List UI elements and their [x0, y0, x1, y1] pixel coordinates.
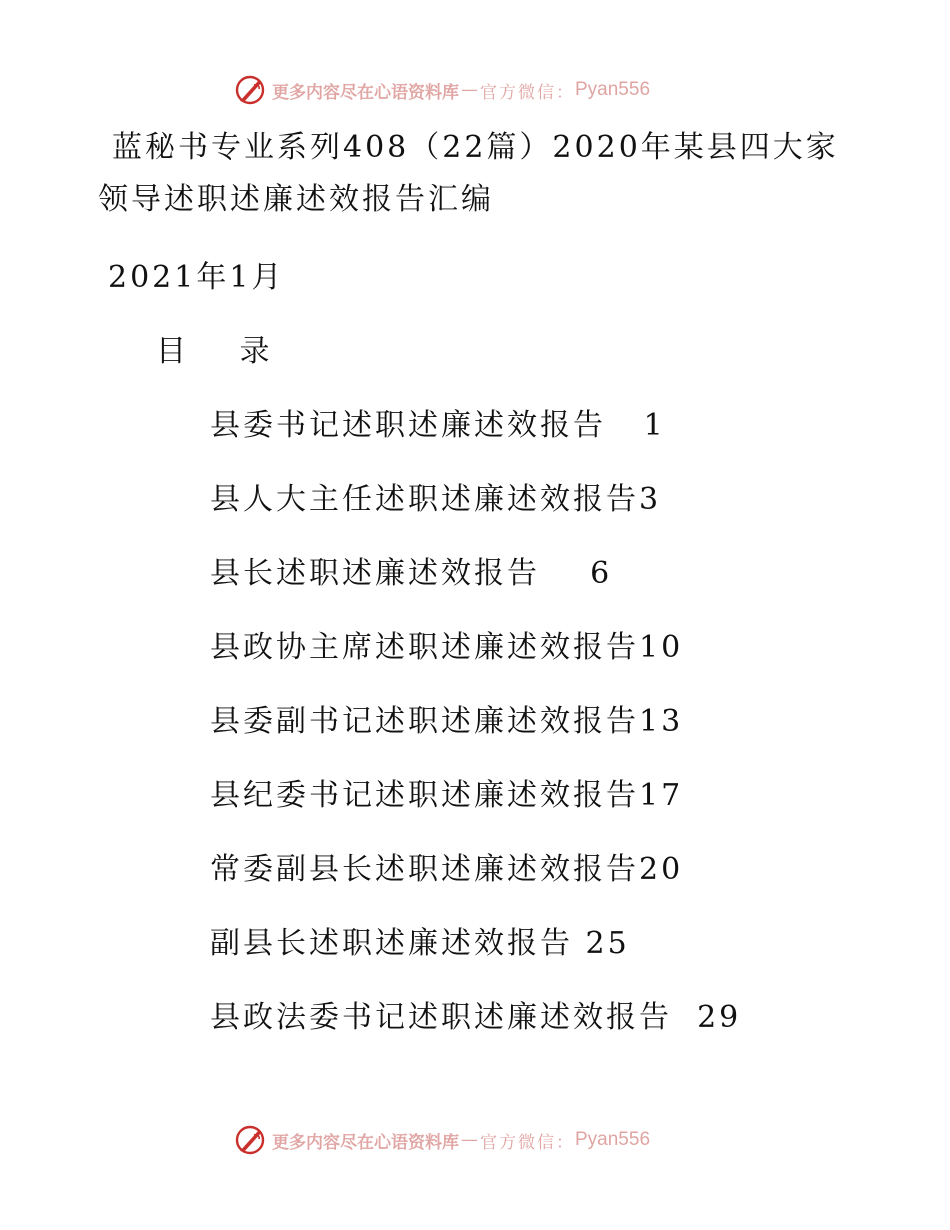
toc-item[interactable]	[210, 404, 741, 478]
watermark-sub-text: 官方微信：	[480, 82, 575, 103]
toc-item[interactable]	[210, 922, 741, 996]
toc-item-sep	[540, 556, 590, 591]
toc-item-page: 1	[643, 408, 666, 443]
toc-item-page: 25	[585, 926, 630, 961]
toc-item[interactable]	[210, 996, 741, 1070]
toc-item-sep	[606, 408, 644, 443]
toc-item-page: 17	[639, 778, 684, 813]
watermark-sub-text: 官方微信：	[480, 1132, 575, 1153]
toc-item-sep	[672, 1000, 697, 1035]
watermark-main-text: 更多内容尽在心语资料库	[272, 1132, 459, 1153]
toc-item-page: 3	[639, 482, 662, 517]
toc-item-page: 29	[697, 1000, 742, 1035]
toc-item-sep	[573, 926, 586, 961]
toc-item-title: 县政协主席述职述廉述效报告	[210, 630, 639, 665]
table-of-contents	[210, 404, 741, 1070]
toc-heading: 目 录	[156, 334, 292, 369]
watermark-wechat-id: Pyan556	[575, 1129, 651, 1150]
toc-item-page: 13	[639, 704, 684, 739]
toc-item-title: 县人大主任述职述廉述效报告	[210, 482, 639, 517]
toc-item[interactable]	[210, 552, 741, 626]
watermark-footer	[234, 1122, 650, 1158]
toc-item-title: 县政法委书记述职述廉述效报告	[210, 1000, 672, 1035]
toc-item-title: 常委副县长述职述廉述效报告	[210, 852, 639, 887]
watermark-dash: —	[461, 80, 478, 100]
quill-pen-circle-icon	[234, 74, 266, 106]
toc-item[interactable]	[210, 774, 741, 848]
toc-item-page: 6	[590, 556, 613, 591]
document-date: 2021年1月	[108, 260, 285, 295]
quill-pen-circle-icon	[234, 1124, 266, 1156]
toc-item-title: 副县长述职述廉述效报告	[210, 926, 573, 961]
toc-item[interactable]	[210, 848, 741, 922]
watermark-main-text: 更多内容尽在心语资料库	[272, 82, 459, 103]
toc-item-page: 10	[639, 630, 684, 665]
toc-item-title: 县纪委书记述职述廉述效报告	[210, 778, 639, 813]
watermark-wechat-id: Pyan556	[575, 79, 651, 100]
toc-item-title: 县长述职述廉述效报告	[210, 556, 540, 591]
toc-item[interactable]	[210, 478, 741, 552]
watermark-header	[234, 72, 650, 108]
toc-item-title: 县委副书记述职述廉述效报告	[210, 704, 639, 739]
toc-item[interactable]	[210, 700, 741, 774]
toc-item[interactable]	[210, 626, 741, 700]
toc-item-title: 县委书记述职述廉述效报告	[210, 408, 606, 443]
watermark-dash: —	[461, 1130, 478, 1150]
toc-item-page: 20	[639, 852, 684, 887]
document-title: 蓝秘书专业系列408（22篇）2020年某县四大家领导述职述廉述效报告汇编	[98, 130, 839, 217]
